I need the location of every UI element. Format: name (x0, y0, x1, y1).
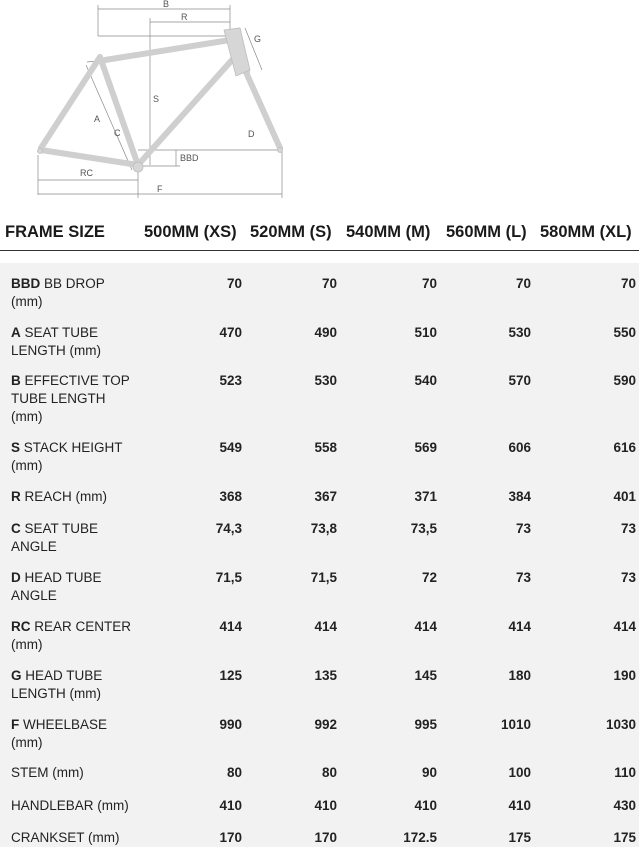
cell-l: 384 (508, 489, 531, 504)
cell-l: 1010 (500, 717, 531, 732)
geometry-table (0, 263, 639, 847)
cell-xl: 190 (613, 668, 636, 683)
size-header-m: 540MM (M) (346, 223, 431, 241)
cell-s: 135 (314, 668, 337, 683)
row-label: F WHEELBASE (mm) (11, 717, 108, 750)
cell-s: 558 (314, 440, 337, 455)
cell-l: 410 (508, 798, 531, 813)
cell-xs: 410 (219, 798, 242, 813)
size-header-xl: 580MM (XL) (540, 223, 632, 241)
cell-xl: 590 (613, 373, 636, 388)
row-code: F (11, 717, 20, 732)
size-header-s: 520MM (S) (250, 223, 332, 241)
cell-xs: 74,3 (215, 521, 242, 536)
diagram-label-g: G (254, 34, 262, 44)
diagram-label-a: A (94, 114, 101, 124)
cell-xs: 170 (219, 830, 242, 845)
cell-m: 540 (414, 373, 437, 388)
cell-xl: 414 (613, 619, 636, 634)
cell-l: 70 (515, 276, 531, 291)
row-label: STEM (mm) (11, 765, 84, 780)
cell-l: 100 (508, 765, 531, 780)
cell-s: 73,8 (310, 521, 337, 536)
row-label: G HEAD TUBE LENGTH (mm) (11, 668, 103, 701)
diagram-label-bbd: BBD (180, 153, 199, 163)
cell-xl: 70 (620, 276, 636, 291)
cell-xs: 80 (226, 765, 242, 780)
cell-m: 172.5 (403, 830, 437, 845)
cell-m: 995 (414, 717, 437, 732)
cell-l: 570 (508, 373, 531, 388)
row-label: BBD BB DROP (mm) (11, 276, 105, 309)
cell-xl: 1030 (605, 717, 636, 732)
cell-s: 367 (314, 489, 337, 504)
cell-xs: 470 (219, 325, 242, 340)
row-code: B (11, 373, 21, 388)
cell-xs: 414 (219, 619, 242, 634)
cell-xl: 430 (613, 798, 636, 813)
row-label: D HEAD TUBE ANGLE (11, 570, 102, 603)
cell-xs: 523 (219, 373, 242, 388)
cell-s: 490 (314, 325, 337, 340)
cell-m: 371 (414, 489, 437, 504)
row-code: BBD (11, 276, 41, 291)
row-label: C SEAT TUBE ANGLE (11, 521, 99, 554)
row-label: A SEAT TUBE LENGTH (mm) (11, 325, 101, 358)
cell-l: 175 (508, 830, 531, 845)
cell-xl: 550 (613, 325, 636, 340)
cell-m: 72 (421, 570, 437, 585)
cell-xs: 71,5 (215, 570, 242, 585)
cell-m: 410 (414, 798, 437, 813)
cell-xl: 73 (620, 521, 636, 536)
diagram-label-s: S (153, 94, 160, 104)
frame-size-heading: FRAME SIZE (5, 223, 105, 241)
row-label: R REACH (mm) (11, 489, 108, 504)
cell-xs: 990 (219, 717, 242, 732)
diagram-label-f: F (157, 184, 163, 194)
cell-xl: 110 (614, 765, 636, 780)
cell-s: 71,5 (310, 570, 337, 585)
cell-xs: 125 (219, 668, 242, 683)
cell-l: 73 (515, 521, 531, 536)
row-code: S (11, 440, 21, 455)
cell-xs: 549 (219, 440, 242, 455)
diagram-label-d: D (248, 129, 255, 139)
size-header-l: 560MM (L) (446, 223, 527, 241)
row-code: D (11, 570, 21, 585)
row-label: RC REAR CENTER (mm) (11, 619, 132, 652)
cell-xl: 175 (613, 830, 636, 845)
row-label: S STACK HEIGHT (mm) (11, 440, 123, 473)
cell-m: 510 (414, 325, 437, 340)
cell-s: 992 (314, 717, 337, 732)
cell-xl: 73 (620, 570, 636, 585)
cell-l: 414 (508, 619, 531, 634)
cell-l: 180 (508, 668, 531, 683)
diagram-label-r: R (181, 12, 188, 22)
cell-xs: 70 (226, 276, 242, 291)
row-code: RC (11, 619, 31, 634)
cell-xl: 401 (613, 489, 636, 504)
cell-m: 145 (414, 668, 437, 683)
row-code: R (11, 489, 21, 504)
cell-l: 606 (508, 440, 531, 455)
row-label: HANDLEBAR (mm) (11, 798, 129, 813)
cell-m: 73,5 (410, 521, 437, 536)
diagram-label-b: B (163, 0, 170, 9)
cell-m: 70 (421, 276, 437, 291)
cell-m: 414 (414, 619, 437, 634)
header-spacer (0, 251, 639, 263)
cell-xl: 616 (613, 440, 636, 455)
cell-s: 80 (321, 765, 337, 780)
size-header-xs: 500MM (XS) (144, 223, 237, 241)
row-code: C (11, 521, 21, 536)
cell-s: 410 (314, 798, 337, 813)
diagram-label-c: C (114, 128, 121, 138)
row-code: A (11, 325, 21, 340)
cell-s: 70 (321, 276, 337, 291)
diagram-label-rc: RC (80, 168, 93, 178)
cell-m: 569 (414, 440, 437, 455)
cell-xs: 368 (219, 489, 242, 504)
row-label: CRANKSET (mm) (11, 830, 120, 845)
cell-l: 530 (508, 325, 531, 340)
cell-m: 90 (421, 765, 437, 780)
row-code: G (11, 668, 22, 683)
cell-s: 170 (314, 830, 337, 845)
row-label: B EFFECTIVE TOP TUBE LENGTH (mm) (11, 373, 130, 424)
cell-s: 414 (314, 619, 337, 634)
cell-l: 73 (515, 570, 531, 585)
table-header (0, 214, 639, 251)
frame-geometry-diagram (0, 0, 300, 205)
cell-s: 530 (314, 373, 337, 388)
